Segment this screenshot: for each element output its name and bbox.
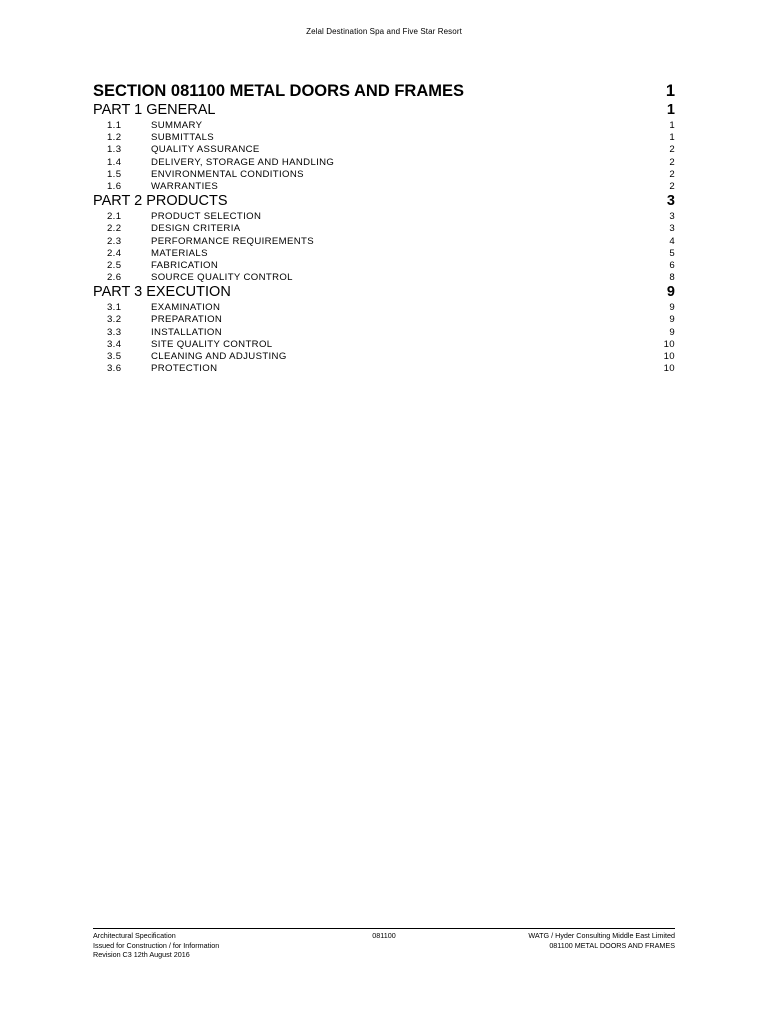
toc-item-page: 4	[669, 235, 675, 247]
toc-item-number: 3.4	[107, 338, 122, 350]
toc-item-number: 1.1	[107, 120, 122, 131]
toc-item-row[interactable]	[93, 339, 675, 351]
running-header: Zelal Destination Spa and Five Star Resort	[306, 27, 462, 36]
footer-document-type: Architectural Specification	[93, 931, 176, 940]
toc-item-title: DELIVERY, STORAGE AND HANDLING	[151, 156, 335, 168]
toc-item-number: 3.2	[107, 314, 122, 326]
toc-item-row[interactable]	[93, 302, 675, 314]
toc-item-title: MATERIALS	[151, 247, 208, 259]
footer-divider	[93, 928, 675, 929]
toc-item-title: PRODUCT SELECTION	[151, 211, 262, 223]
toc-item-title: INSTALLATION	[151, 326, 223, 338]
toc-item-number: 3.5	[107, 351, 122, 362]
toc-item-row[interactable]	[93, 248, 675, 260]
toc-item-title: SUBMITTALS	[151, 132, 215, 144]
toc-item-page: 10	[663, 338, 675, 350]
toc-item-page: 3	[669, 223, 675, 235]
toc-item-row[interactable]	[93, 351, 675, 363]
toc-item-page: 10	[663, 363, 675, 375]
toc-item-title: PROTECTION	[151, 363, 218, 375]
toc-item-title: SUMMARY	[151, 120, 203, 131]
toc-item-row[interactable]	[93, 211, 675, 223]
toc-item-page: 8	[669, 272, 675, 284]
toc-item-row[interactable]	[93, 236, 675, 248]
toc-item-row[interactable]	[93, 181, 675, 193]
footer-section-title: 081100 METAL DOORS AND FRAMES	[549, 940, 675, 950]
toc-section-title: SECTION 081100 METAL DOORS AND FRAMES	[93, 82, 465, 100]
toc-item-row[interactable]	[93, 272, 675, 284]
toc-item-title: DESIGN CRITERIA	[151, 223, 241, 235]
toc-item-number: 1.6	[107, 180, 122, 192]
toc-item-number: 2.4	[107, 247, 122, 259]
toc-item-row[interactable]	[93, 314, 675, 326]
toc-item-number: 3.6	[107, 363, 122, 375]
toc-item-page: 2	[669, 180, 675, 192]
toc-item-number: 1.3	[107, 144, 122, 156]
toc-item-page: 10	[663, 351, 675, 362]
toc-part-title: PART 3 EXECUTION	[93, 284, 231, 301]
table-of-contents	[93, 82, 675, 375]
toc-item-page: 1	[669, 120, 675, 131]
toc-item-row[interactable]	[93, 169, 675, 181]
toc-part-row[interactable]	[93, 193, 675, 211]
footer-right-block	[528, 931, 675, 950]
toc-item-number: 2.1	[107, 211, 122, 223]
toc-item-page: 9	[669, 302, 675, 314]
toc-item-title: ENVIRONMENTAL CONDITIONS	[151, 168, 304, 180]
toc-item-row[interactable]	[93, 132, 675, 144]
toc-section-row[interactable]	[93, 82, 675, 102]
toc-item-number: 1.5	[107, 168, 122, 180]
toc-item-row[interactable]	[93, 144, 675, 156]
toc-item-title: EXAMINATION	[151, 302, 221, 314]
toc-item-title: FABRICATION	[151, 259, 219, 271]
toc-item-page: 2	[669, 168, 675, 180]
toc-item-page: 1	[669, 132, 675, 144]
toc-item-number: 3.3	[107, 326, 122, 338]
toc-item-page: 2	[669, 156, 675, 168]
toc-item-page: 2	[669, 144, 675, 156]
toc-item-row[interactable]	[93, 327, 675, 339]
toc-item-number: 2.5	[107, 259, 122, 271]
toc-part-page: 9	[666, 284, 675, 301]
toc-item-title: WARRANTIES	[151, 180, 219, 192]
toc-item-page: 3	[669, 211, 675, 223]
toc-item-page: 6	[669, 259, 675, 271]
footer-company: WATG / Hyder Consulting Middle East Limited	[528, 931, 675, 940]
footer-revision: Revision C3 12th August 2016	[93, 950, 190, 960]
toc-part-page: 1	[666, 102, 675, 118]
toc-item-page: 9	[669, 326, 675, 338]
toc-item-number: 2.3	[107, 235, 122, 247]
toc-part-title: PART 1 GENERAL	[93, 102, 216, 118]
toc-item-row[interactable]	[93, 223, 675, 235]
toc-item-title: PERFORMANCE REQUIREMENTS	[151, 235, 314, 247]
toc-part-row[interactable]	[93, 102, 675, 120]
toc-item-page: 9	[669, 314, 675, 326]
toc-item-page: 5	[669, 247, 675, 259]
toc-item-title: CLEANING AND ADJUSTING	[151, 351, 287, 362]
footer-issue-status: Issued for Construction / for Information	[93, 940, 220, 950]
toc-part-row[interactable]	[93, 284, 675, 302]
toc-item-title: QUALITY ASSURANCE	[151, 144, 260, 156]
toc-item-row[interactable]	[93, 120, 675, 132]
toc-part-title: PART 2 PRODUCTS	[93, 193, 228, 210]
toc-item-number: 2.2	[107, 223, 122, 235]
toc-item-number: 2.6	[107, 272, 122, 284]
toc-item-title: PREPARATION	[151, 314, 223, 326]
toc-item-number: 3.1	[107, 302, 122, 314]
toc-item-row[interactable]	[93, 260, 675, 272]
toc-item-number: 1.2	[107, 132, 122, 144]
toc-section-page: 1	[665, 82, 675, 100]
toc-item-number: 1.4	[107, 156, 122, 168]
toc-part-page: 3	[666, 193, 675, 210]
toc-item-title: SITE QUALITY CONTROL	[151, 338, 273, 350]
toc-item-row[interactable]	[93, 363, 675, 375]
footer-section-number: 081100	[372, 931, 396, 940]
toc-item-row[interactable]	[93, 157, 675, 169]
toc-item-title: SOURCE QUALITY CONTROL	[151, 272, 293, 284]
